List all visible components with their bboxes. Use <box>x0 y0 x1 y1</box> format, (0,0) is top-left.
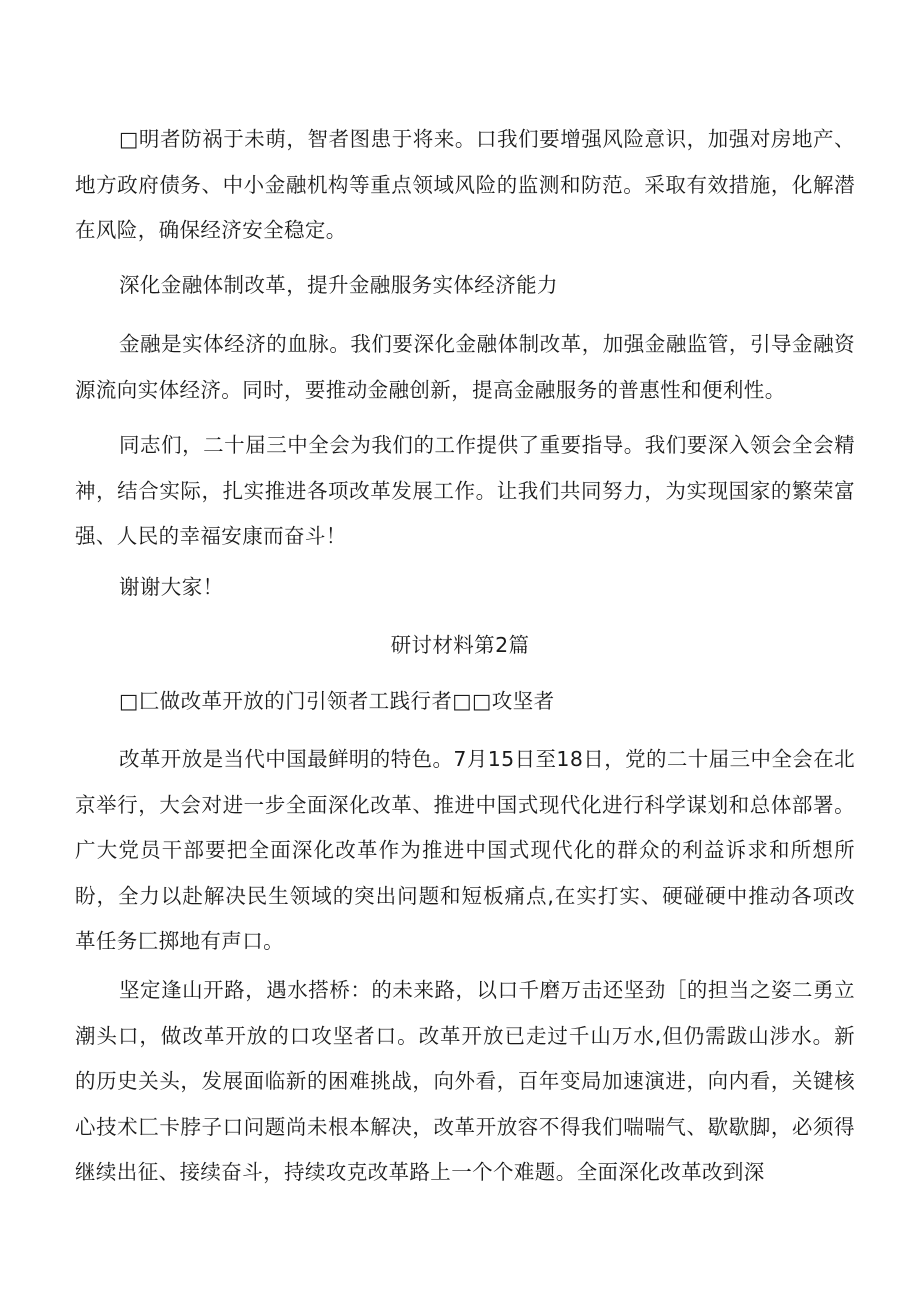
paragraph-risk-prevention: □明者防祸于未萌，智者图患于将来。口我们要增强风险意识，加强对房地产、地方政府债务、中小金融机构等重点领域风险的监测和防范。采取有效措施，化解潜在风险，确保经济安全稳定。 <box>75 127 855 242</box>
paragraph-reform-body: 改革开放是当代中国最鲜明的特色。7月15日至18日，党的二十届三中全会在北京举行，大会对进一步全面深化改革、推进中国式现代化进行科学谋划和总体部署。广大党员干部要把全面深化改革作为推进中国式现代化的群众的利益诉求和所想所盼，全力以赴解决民生领域的突出问题和短板痛点,在实打实、硬碰硬中推动各项改革任务匚掷地有声口。 <box>75 747 856 953</box>
paragraph-closing-remarks: 同志们，二十届三中全会为我们的工作提供了重要指导。我们要深入领会全会精神，结合实际，扎实推进各项改革发展工作。让我们共同努力，为实现国家的繁荣富强、人民的幸福安康而奋斗！ <box>75 433 855 548</box>
paragraph-finance-body: 金融是实体经济的血脉。我们要深化金融体制改革，加强金融监管，引导金融资源流向实体经济。同时，要推动金融创新，提高金融服务的普惠性和便利性。 <box>75 332 855 402</box>
paragraph-pioneer-body: 坚定逢山开路，遇水搭桥：的未来路，以口千磨万击还坚劲［的担当之姿二勇立潮头口，做改革开放的口攻坚者口。改革开放已走过千山万水,但仍需跋山涉水。新的历史关头，发展面临新的困难挑战，向外看，百年变局加速演进，向内看，关键核心技术匚卡脖子口问题尚未根本解决，改革开放容不得我们喘喘气、歇歇脚，必须得继续出征、接续奋斗，持续攻克改革路上一个个难题。全面深化改革改到深 <box>75 978 855 1184</box>
paragraph-finance-heading: 深化金融体制改革，提升金融服务实体经济能力 <box>119 273 558 297</box>
paragraph-reform-heading: □匚做改革开放的门引领者工践行者□□攻坚者 <box>119 689 555 713</box>
section-title: 研讨材料第2篇 <box>390 633 530 657</box>
paragraph-thanks: 谢谢大家！ <box>119 575 224 599</box>
